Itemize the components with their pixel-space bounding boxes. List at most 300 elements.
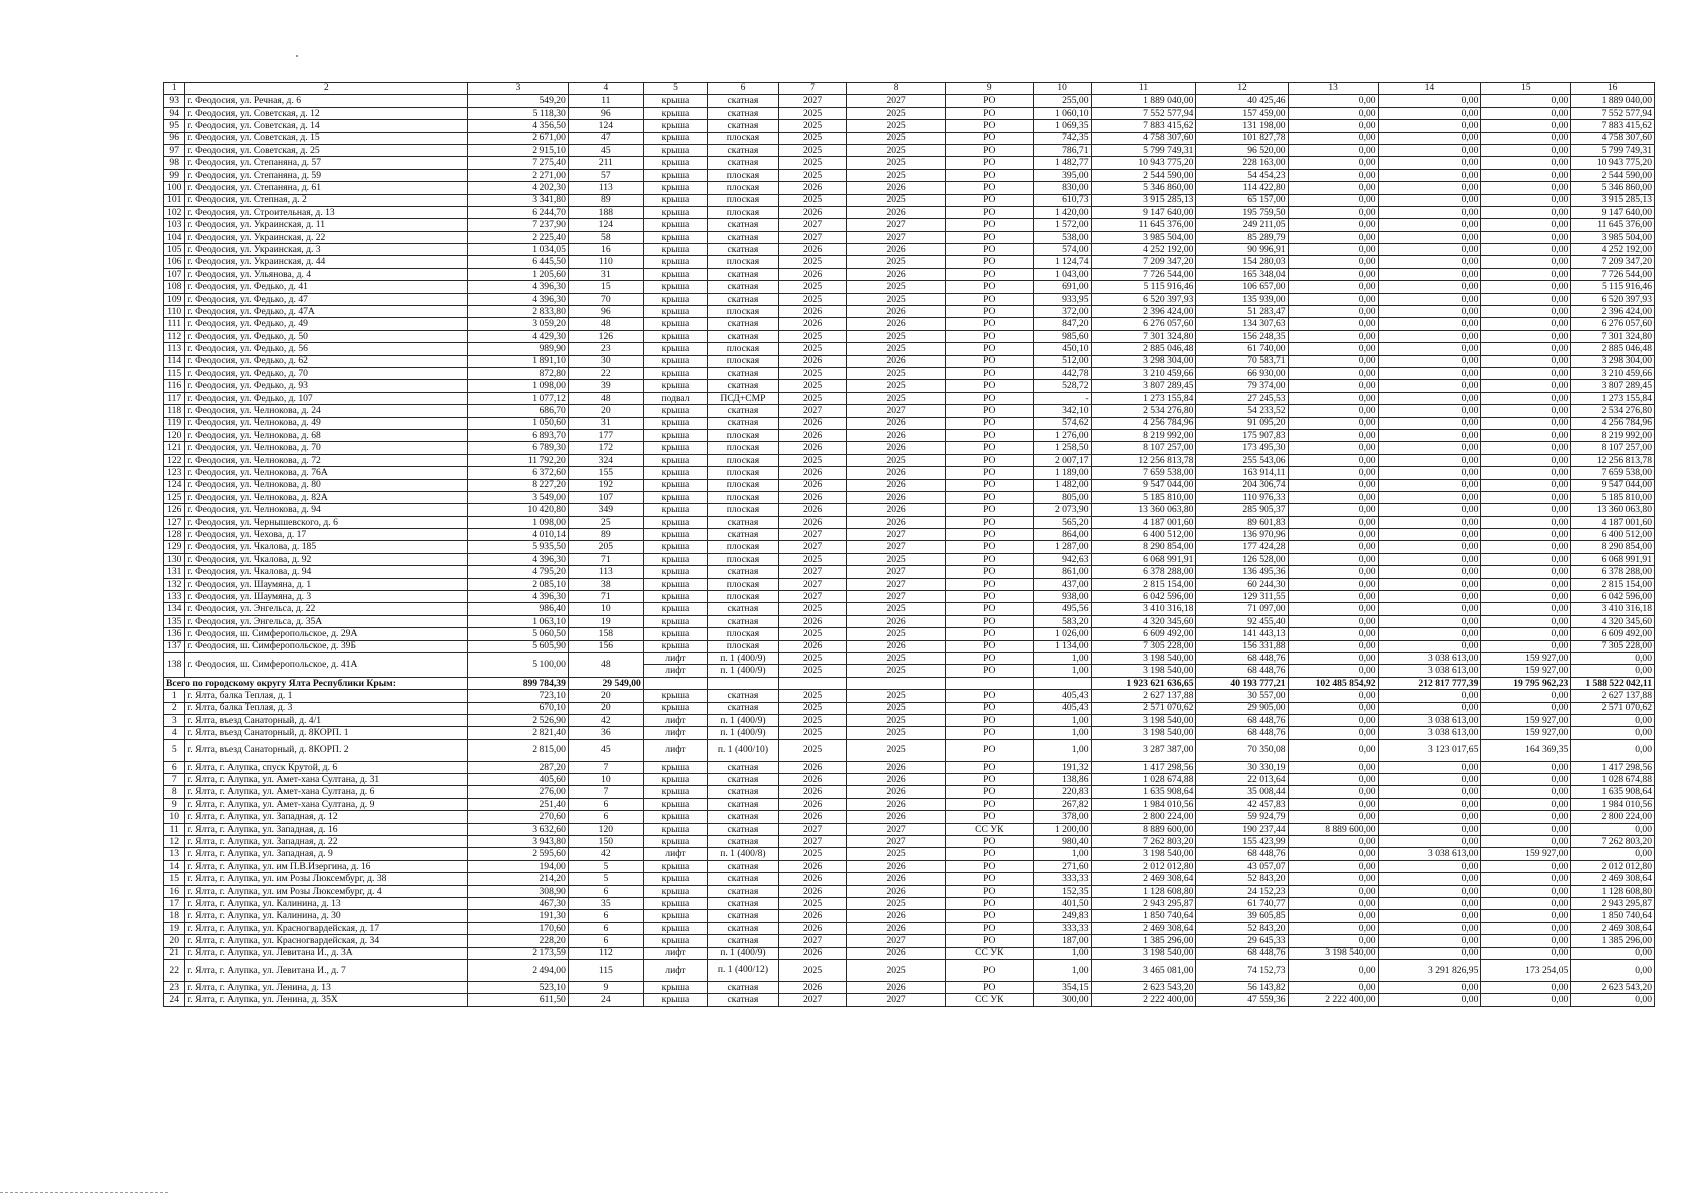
cell-col-14: 0,00 bbox=[1378, 947, 1481, 959]
cell-col-14: 0,00 bbox=[1378, 516, 1481, 528]
cell-col-7: 2027 bbox=[778, 541, 847, 553]
cell-col-2: г. Ялта, г. Алупка, ул. им Розы Люксембург, д. 38 bbox=[185, 873, 468, 885]
cell-col-14: 0,00 bbox=[1378, 132, 1481, 144]
cell-col-10: 138,86 bbox=[1033, 774, 1091, 786]
cell-col-12: 173 495,30 bbox=[1196, 442, 1288, 454]
cell-col-15: 0,00 bbox=[1481, 981, 1571, 993]
cell-col-14: 3 038 613,00 bbox=[1378, 714, 1481, 726]
cell-col-10: 1,00 bbox=[1033, 665, 1091, 677]
cell-col-1: 95 bbox=[164, 120, 185, 132]
cell-col-10: 528,72 bbox=[1033, 380, 1091, 392]
cell-col-5: крыша bbox=[643, 380, 707, 392]
cell-col-13: 0,00 bbox=[1288, 591, 1378, 603]
cell-col-7: 2027 bbox=[778, 994, 847, 1006]
cell-col-3: 986,40 bbox=[468, 603, 569, 615]
table-row bbox=[164, 491, 1655, 503]
table-row bbox=[164, 898, 1655, 910]
cell-col-8: 2025 bbox=[847, 120, 946, 132]
cell-col-8: 2026 bbox=[847, 491, 946, 503]
cell-col-5: крыша bbox=[643, 367, 707, 379]
cell-col-8: 2026 bbox=[847, 467, 946, 479]
cell-col-13: 0,00 bbox=[1288, 256, 1378, 268]
cell-col-7: 2026 bbox=[778, 761, 847, 773]
cell-col-13: 0,00 bbox=[1288, 922, 1378, 934]
cell-col-4: 113 bbox=[568, 566, 643, 578]
cell-col-10: 271,60 bbox=[1033, 860, 1091, 872]
cell-col-10: 538,00 bbox=[1033, 231, 1091, 243]
cell-col-1: 13 bbox=[164, 848, 185, 860]
cell-col-8: 2026 bbox=[847, 479, 946, 491]
cell-col-4: 71 bbox=[568, 591, 643, 603]
table-body bbox=[164, 83, 1655, 1007]
cell-col-7: 2026 bbox=[778, 355, 847, 367]
cell-col-3: 5 605,90 bbox=[468, 640, 569, 652]
cell-col-15: 0,00 bbox=[1481, 774, 1571, 786]
table-row bbox=[164, 885, 1655, 897]
cell-col-2: г. Ялта, г. Алупка, ул. Западная, д. 12 bbox=[185, 811, 468, 823]
cell-col-16: 4 758 307,60 bbox=[1571, 132, 1655, 144]
cell-col-12: 155 423,99 bbox=[1196, 836, 1288, 848]
cell-col-8: 2025 bbox=[847, 367, 946, 379]
cell-col-9 bbox=[945, 677, 1033, 689]
column-number-4: 4 bbox=[568, 83, 643, 95]
cell-col-13: 0,00 bbox=[1288, 491, 1378, 503]
cell-col-10: 1 026,00 bbox=[1033, 628, 1091, 640]
cell-col-8: 2027 bbox=[847, 529, 946, 541]
cell-col-3: 1 063,10 bbox=[468, 615, 569, 627]
cell-col-13: 0,00 bbox=[1288, 798, 1378, 810]
cell-col-5: крыша bbox=[643, 786, 707, 798]
cell-col-2: г. Феодосия, ул. Челнокова, д. 76А bbox=[185, 467, 468, 479]
cell-col-14: 3 038 613,00 bbox=[1378, 848, 1481, 860]
cell-col-3: 3 059,20 bbox=[468, 318, 569, 330]
cell-col-8: 2025 bbox=[847, 739, 946, 761]
cell-col-15: 0,00 bbox=[1481, 603, 1571, 615]
cell-col-12: 59 924,79 bbox=[1196, 811, 1288, 823]
cell-col-8: 2026 bbox=[847, 516, 946, 528]
cell-col-9: РО bbox=[945, 761, 1033, 773]
cell-col-4: 11 bbox=[568, 95, 643, 107]
cell-col-16: 1 028 674,88 bbox=[1571, 774, 1655, 786]
cell-col-11: 7 552 577,94 bbox=[1091, 107, 1196, 119]
cell-col-9: РО bbox=[945, 293, 1033, 305]
cell-col-6: плоская bbox=[708, 343, 779, 355]
cell-col-13: 0,00 bbox=[1288, 885, 1378, 897]
cell-col-2: г. Феодосия, ул. Шаумяна, д. 3 bbox=[185, 591, 468, 603]
cell-col-6: плоская bbox=[708, 541, 779, 553]
cell-col-11: 2 222 400,00 bbox=[1091, 994, 1196, 1006]
cell-col-15: 0,00 bbox=[1481, 922, 1571, 934]
cell-col-11: 10 943 775,20 bbox=[1091, 157, 1196, 169]
cell-col-14: 0,00 bbox=[1378, 603, 1481, 615]
cell-col-4: 349 bbox=[568, 504, 643, 516]
cell-col-8: 2026 bbox=[847, 947, 946, 959]
cell-col-14: 0,00 bbox=[1378, 981, 1481, 993]
cell-col-10: 691,00 bbox=[1033, 281, 1091, 293]
cell-col-4: 124 bbox=[568, 120, 643, 132]
cell-col-13: 0,00 bbox=[1288, 714, 1378, 726]
cell-col-7: 2025 bbox=[778, 959, 847, 981]
cell-col-13: 0,00 bbox=[1288, 811, 1378, 823]
cell-col-13: 0,00 bbox=[1288, 132, 1378, 144]
cell-col-14: 0,00 bbox=[1378, 615, 1481, 627]
cell-col-14: 0,00 bbox=[1378, 836, 1481, 848]
cell-col-9: РО bbox=[945, 898, 1033, 910]
cell-col-10: 574,00 bbox=[1033, 244, 1091, 256]
cell-col-2: г. Ялта, въезд Санаторный, д. 8КОРП. 2 bbox=[185, 739, 468, 761]
cell-col-5: крыша bbox=[643, 898, 707, 910]
cell-col-1: 118 bbox=[164, 405, 185, 417]
cell-col-3: 7 237,90 bbox=[468, 219, 569, 231]
cell-col-11: 3 198 540,00 bbox=[1091, 714, 1196, 726]
cell-col-10 bbox=[1033, 677, 1091, 689]
cell-col-6: плоская bbox=[708, 479, 779, 491]
cell-col-1: 125 bbox=[164, 491, 185, 503]
cell-col-4: 48 bbox=[568, 392, 643, 404]
cell-col-11: 1 273 155,84 bbox=[1091, 392, 1196, 404]
cell-col-13: 0,00 bbox=[1288, 981, 1378, 993]
cell-col-9: РО bbox=[945, 615, 1033, 627]
cell-col-4: 115 bbox=[568, 959, 643, 981]
cell-col-15: 0,00 bbox=[1481, 566, 1571, 578]
cell-col-9: РО bbox=[945, 727, 1033, 739]
cell-col-16: 4 252 192,00 bbox=[1571, 244, 1655, 256]
cell-col-13: 0,00 bbox=[1288, 910, 1378, 922]
cell-col-12: 60 244,30 bbox=[1196, 578, 1288, 590]
cell-col-2: г. Феодосия, ул. Степаняна, д. 61 bbox=[185, 182, 468, 194]
cell-col-1: 137 bbox=[164, 640, 185, 652]
cell-col-13: 0,00 bbox=[1288, 761, 1378, 773]
cell-col-11: 1 028 674,88 bbox=[1091, 774, 1196, 786]
cell-col-3: 2 671,00 bbox=[468, 132, 569, 144]
cell-col-2: г. Феодосия, ул. Челнокова, д. 49 bbox=[185, 417, 468, 429]
cell-col-15: 0,00 bbox=[1481, 504, 1571, 516]
cell-col-6: скатная bbox=[708, 811, 779, 823]
cell-col-10: 985,60 bbox=[1033, 330, 1091, 342]
cell-col-11: 4 320 345,60 bbox=[1091, 615, 1196, 627]
cell-col-4: 25 bbox=[568, 516, 643, 528]
cell-col-13: 0,00 bbox=[1288, 727, 1378, 739]
table-row bbox=[164, 922, 1655, 934]
cell-col-7: 2027 bbox=[778, 591, 847, 603]
cell-col-16: 2 627 137,88 bbox=[1571, 690, 1655, 702]
cell-col-13: 0,00 bbox=[1288, 959, 1378, 981]
cell-col-1: 19 bbox=[164, 922, 185, 934]
cell-col-1: 1 bbox=[164, 690, 185, 702]
cell-col-8: 2025 bbox=[847, 690, 946, 702]
cell-col-10: 512,00 bbox=[1033, 355, 1091, 367]
table-row bbox=[164, 947, 1655, 959]
cell-col-2: г. Ялта, въезд Санаторный, д. 8КОРП. 1 bbox=[185, 727, 468, 739]
cell-col-10: 395,00 bbox=[1033, 169, 1091, 181]
cell-col-1: 131 bbox=[164, 566, 185, 578]
cell-col-4: 107 bbox=[568, 491, 643, 503]
cell-col-6: скатная bbox=[708, 860, 779, 872]
cell-col-13: 0,00 bbox=[1288, 367, 1378, 379]
cell-col-3: 611,50 bbox=[468, 994, 569, 1006]
cell-col-14: 3 123 017,65 bbox=[1378, 739, 1481, 761]
cell-col-8: 2025 bbox=[847, 169, 946, 181]
cell-col-7: 2026 bbox=[778, 417, 847, 429]
cell-col-1: 135 bbox=[164, 615, 185, 627]
cell-col-8: 2025 bbox=[847, 330, 946, 342]
cell-col-13: 0,00 bbox=[1288, 405, 1378, 417]
column-number-12: 12 bbox=[1196, 83, 1288, 95]
table-row bbox=[164, 268, 1655, 280]
cell-col-16: 8 290 854,00 bbox=[1571, 541, 1655, 553]
cell-col-13: 0,00 bbox=[1288, 615, 1378, 627]
cell-col-11: 2 396 424,00 bbox=[1091, 306, 1196, 318]
cell-col-16: 5 799 749,31 bbox=[1571, 144, 1655, 156]
cell-col-8: 2026 bbox=[847, 442, 946, 454]
cell-col-5: лифт bbox=[643, 714, 707, 726]
scan-edge-line bbox=[0, 1192, 170, 1193]
cell-col-16: 1 850 740,64 bbox=[1571, 910, 1655, 922]
cell-col-16: 0,00 bbox=[1571, 848, 1655, 860]
cell-col-13: 0,00 bbox=[1288, 380, 1378, 392]
total-col-14: 212 817 777,39 bbox=[1378, 677, 1481, 689]
cell-col-12: 175 907,83 bbox=[1196, 429, 1288, 441]
cell-col-7: 2026 bbox=[778, 504, 847, 516]
cell-col-3: 523,10 bbox=[468, 981, 569, 993]
cell-col-10: 1,00 bbox=[1033, 947, 1091, 959]
cell-col-6: плоская bbox=[708, 194, 779, 206]
cell-col-9: РО bbox=[945, 380, 1033, 392]
cell-col-10: 933,95 bbox=[1033, 293, 1091, 305]
cell-col-14: 0,00 bbox=[1378, 293, 1481, 305]
cell-col-4: 96 bbox=[568, 107, 643, 119]
cell-col-16: 2 396 424,00 bbox=[1571, 306, 1655, 318]
cell-col-10: 405,43 bbox=[1033, 702, 1091, 714]
cell-col-14: 0,00 bbox=[1378, 467, 1481, 479]
cell-col-13: 0,00 bbox=[1288, 504, 1378, 516]
cell-col-8: 2025 bbox=[847, 144, 946, 156]
cell-col-6: скатная bbox=[708, 95, 779, 107]
cell-col-1: 94 bbox=[164, 107, 185, 119]
cell-col-9: РО bbox=[945, 206, 1033, 218]
cell-col-1: 136 bbox=[164, 628, 185, 640]
cell-col-9: РО bbox=[945, 516, 1033, 528]
cell-col-9: РО bbox=[945, 479, 1033, 491]
cell-col-9: РО bbox=[945, 836, 1033, 848]
cell-col-14: 3 038 613,00 bbox=[1378, 727, 1481, 739]
cell-col-2: г. Феодосия, ул. Украинская, д. 11 bbox=[185, 219, 468, 231]
cell-col-11: 5 346 860,00 bbox=[1091, 182, 1196, 194]
cell-col-16: 1 984 010,56 bbox=[1571, 798, 1655, 810]
cell-col-14: 0,00 bbox=[1378, 640, 1481, 652]
cell-col-9: РО bbox=[945, 848, 1033, 860]
cell-col-16: 0,00 bbox=[1571, 947, 1655, 959]
cell-col-15: 159 927,00 bbox=[1481, 727, 1571, 739]
cell-col-16: 2 571 070,62 bbox=[1571, 702, 1655, 714]
cell-col-3: 2 821,40 bbox=[468, 727, 569, 739]
cell-col-5: лифт bbox=[643, 947, 707, 959]
cell-col-6: скатная bbox=[708, 922, 779, 934]
cell-col-3: 214,20 bbox=[468, 873, 569, 885]
cell-col-9: РО bbox=[945, 169, 1033, 181]
cell-col-12: 68 448,76 bbox=[1196, 947, 1288, 959]
cell-col-5: крыша bbox=[643, 591, 707, 603]
scan-speck bbox=[296, 55, 298, 57]
cell-col-1: 97 bbox=[164, 144, 185, 156]
cell-col-5: крыша bbox=[643, 206, 707, 218]
cell-col-4: 89 bbox=[568, 529, 643, 541]
cell-col-6: плоская bbox=[708, 429, 779, 441]
cell-col-1: 24 bbox=[164, 994, 185, 1006]
cell-col-16: 3 298 304,00 bbox=[1571, 355, 1655, 367]
cell-col-10: 1 060,10 bbox=[1033, 107, 1091, 119]
cell-col-9: РО bbox=[945, 578, 1033, 590]
cell-col-1: 21 bbox=[164, 947, 185, 959]
cell-col-14: 0,00 bbox=[1378, 860, 1481, 872]
cell-col-12: 27 245,53 bbox=[1196, 392, 1288, 404]
cell-col-14: 3 038 613,00 bbox=[1378, 652, 1481, 664]
cell-col-7: 2027 bbox=[778, 231, 847, 243]
cell-col-9: РО bbox=[945, 774, 1033, 786]
cell-col-3: 1 891,10 bbox=[468, 355, 569, 367]
cell-col-2: г. Ялта, г. Алупка, ул. Калинина, д. 13 bbox=[185, 898, 468, 910]
cell-col-2: г. Феодосия, ул. Челнокова, д. 94 bbox=[185, 504, 468, 516]
cell-col-1: 4 bbox=[164, 727, 185, 739]
cell-col-12: 135 939,00 bbox=[1196, 293, 1288, 305]
cell-col-10: 938,00 bbox=[1033, 591, 1091, 603]
cell-col-7: 2026 bbox=[778, 774, 847, 786]
cell-col-1: 6 bbox=[164, 761, 185, 773]
cell-col-8: 2026 bbox=[847, 774, 946, 786]
cell-col-16: 2 815 154,00 bbox=[1571, 578, 1655, 590]
cell-col-10: 610,73 bbox=[1033, 194, 1091, 206]
cell-col-16: 2 469 308,64 bbox=[1571, 873, 1655, 885]
table-row bbox=[164, 219, 1655, 231]
cell-col-5: крыша bbox=[643, 244, 707, 256]
cell-col-12: 156 248,35 bbox=[1196, 330, 1288, 342]
cell-col-13: 0,00 bbox=[1288, 898, 1378, 910]
cell-col-7: 2025 bbox=[778, 132, 847, 144]
cell-col-11: 6 400 512,00 bbox=[1091, 529, 1196, 541]
cell-col-14: 0,00 bbox=[1378, 206, 1481, 218]
cell-col-7: 2026 bbox=[778, 640, 847, 652]
cell-col-8: 2025 bbox=[847, 714, 946, 726]
cell-col-12: 91 095,20 bbox=[1196, 417, 1288, 429]
cell-col-12: 68 448,76 bbox=[1196, 848, 1288, 860]
cell-col-3: 308,90 bbox=[468, 885, 569, 897]
cell-col-11: 1 889 040,00 bbox=[1091, 95, 1196, 107]
total-col-12: 40 193 777,21 bbox=[1196, 677, 1288, 689]
cell-col-1: 12 bbox=[164, 836, 185, 848]
table-row bbox=[164, 786, 1655, 798]
table-row bbox=[164, 714, 1655, 726]
cell-col-8: 2025 bbox=[847, 380, 946, 392]
cell-col-15: 0,00 bbox=[1481, 479, 1571, 491]
table-row bbox=[164, 479, 1655, 491]
cell-col-15: 159 927,00 bbox=[1481, 714, 1571, 726]
cell-col-8: 2027 bbox=[847, 591, 946, 603]
cell-col-10: 583,20 bbox=[1033, 615, 1091, 627]
cell-col-14: 0,00 bbox=[1378, 935, 1481, 947]
cell-col-12: 96 520,00 bbox=[1196, 144, 1288, 156]
cell-col-11: 1 128 608,80 bbox=[1091, 885, 1196, 897]
table-row bbox=[164, 628, 1655, 640]
cell-col-16: 3 985 504,00 bbox=[1571, 231, 1655, 243]
cell-col-4: 10 bbox=[568, 774, 643, 786]
cell-col-9: РО bbox=[945, 628, 1033, 640]
cell-col-4: 58 bbox=[568, 231, 643, 243]
cell-col-7: 2026 bbox=[778, 306, 847, 318]
cell-col-6: скатная bbox=[708, 603, 779, 615]
cell-col-2: г. Феодосия, ул. Федько, д. 62 bbox=[185, 355, 468, 367]
cell-col-9: РО bbox=[945, 873, 1033, 885]
cell-col-7: 2025 bbox=[778, 652, 847, 664]
cell-col-5: крыша bbox=[643, 702, 707, 714]
column-number-15: 15 bbox=[1481, 83, 1571, 95]
cell-col-16: 0,00 bbox=[1571, 959, 1655, 981]
cell-col-2: г. Феодосия, ул. Челнокова, д. 72 bbox=[185, 454, 468, 466]
cell-col-16: 7 262 803,20 bbox=[1571, 836, 1655, 848]
cell-col-16: 1 417 298,56 bbox=[1571, 761, 1655, 773]
cell-col-11: 7 726 544,00 bbox=[1091, 268, 1196, 280]
table-row bbox=[164, 774, 1655, 786]
cell-col-1: 14 bbox=[164, 860, 185, 872]
cell-col-11: 6 378 288,00 bbox=[1091, 566, 1196, 578]
cell-col-10: - bbox=[1033, 392, 1091, 404]
cell-col-12: 30 330,19 bbox=[1196, 761, 1288, 773]
cell-col-5: крыша bbox=[643, 306, 707, 318]
cell-col-15: 0,00 bbox=[1481, 219, 1571, 231]
cell-col-4: 192 bbox=[568, 479, 643, 491]
cell-col-3: 6 244,70 bbox=[468, 206, 569, 218]
column-number-1: 1 bbox=[164, 83, 185, 95]
cell-col-2: г. Ялта, г. Алупка, ул. Амет-хана Султана, д. 31 bbox=[185, 774, 468, 786]
cell-col-6: плоская bbox=[708, 132, 779, 144]
cell-col-10: 574,62 bbox=[1033, 417, 1091, 429]
cell-col-10: 1 043,00 bbox=[1033, 268, 1091, 280]
cell-col-2: г. Феодосия, ул. Чкалова, д. 94 bbox=[185, 566, 468, 578]
cell-col-7: 2026 bbox=[778, 885, 847, 897]
cell-col-5: лифт bbox=[643, 848, 707, 860]
cell-col-2: г. Ялта, въезд Санаторный, д. 4/1 bbox=[185, 714, 468, 726]
table-row bbox=[164, 959, 1655, 981]
table-row bbox=[164, 343, 1655, 355]
cell-col-7: 2026 bbox=[778, 268, 847, 280]
table-row bbox=[164, 504, 1655, 516]
cell-col-2: г. Ялта, г. Алупка, ул. Ленина, д. 35Х bbox=[185, 994, 468, 1006]
cell-col-2: г. Ялта, г. Алупка, ул. им Розы Люксембург, д. 4 bbox=[185, 885, 468, 897]
cell-col-6: скатная bbox=[708, 690, 779, 702]
cell-col-2: г. Феодосия, ул. Речная, д. 6 bbox=[185, 95, 468, 107]
cell-col-5: крыша bbox=[643, 910, 707, 922]
cell-col-3: 4 795,20 bbox=[468, 566, 569, 578]
cell-col-14: 0,00 bbox=[1378, 553, 1481, 565]
cell-col-14: 0,00 bbox=[1378, 429, 1481, 441]
cell-col-16: 2 469 308,64 bbox=[1571, 922, 1655, 934]
cell-col-5: подвал bbox=[643, 392, 707, 404]
cell-col-1: 18 bbox=[164, 910, 185, 922]
cell-col-16: 1 273 155,84 bbox=[1571, 392, 1655, 404]
cell-col-12: 228 163,00 bbox=[1196, 157, 1288, 169]
total-residents: 29 549,00 bbox=[568, 677, 643, 689]
cell-col-13: 0,00 bbox=[1288, 442, 1378, 454]
column-number-13: 13 bbox=[1288, 83, 1378, 95]
table-row bbox=[164, 761, 1655, 773]
cell-col-4: 20 bbox=[568, 405, 643, 417]
cell-col-16: 1 128 608,80 bbox=[1571, 885, 1655, 897]
cell-col-14: 0,00 bbox=[1378, 194, 1481, 206]
cell-col-3: 4 202,30 bbox=[468, 182, 569, 194]
cell-col-5: крыша bbox=[643, 120, 707, 132]
cell-col-1: 108 bbox=[164, 281, 185, 293]
cell-col-8: 2027 bbox=[847, 836, 946, 848]
cell-col-12: 71 097,00 bbox=[1196, 603, 1288, 615]
